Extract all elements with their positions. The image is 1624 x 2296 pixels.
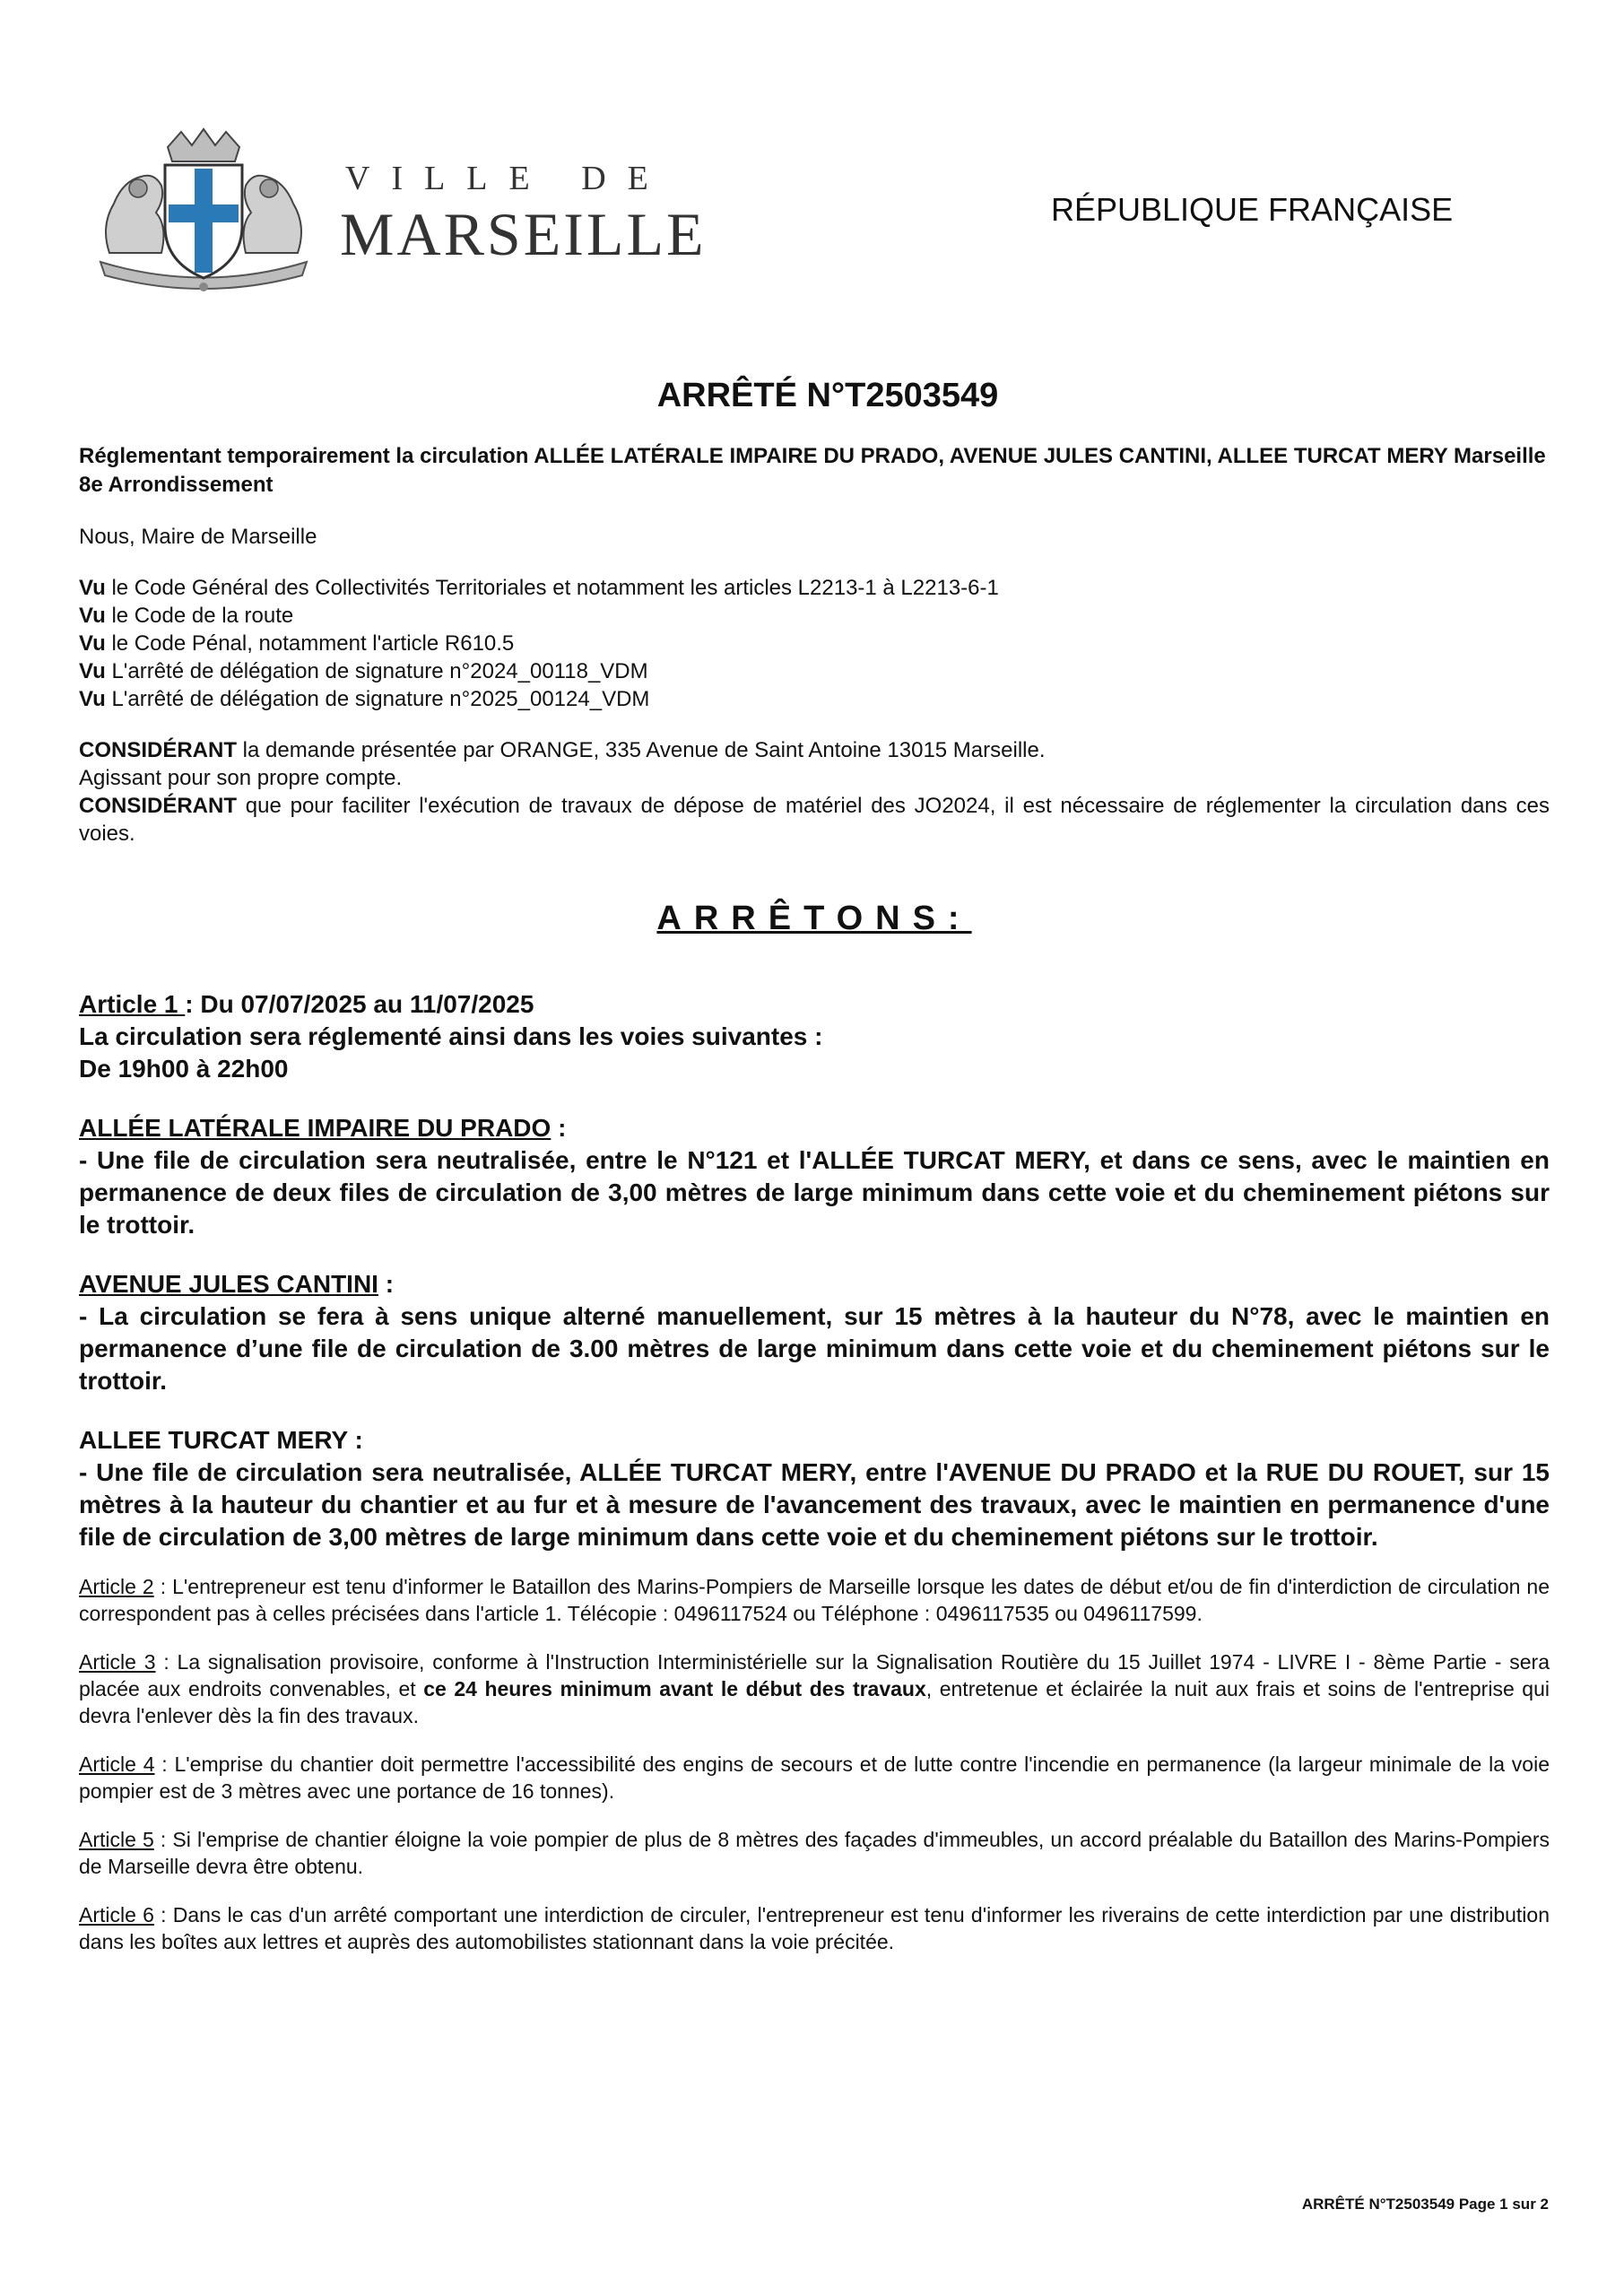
vu-item: Vu L'arrêté de délégation de signature n°2024_00118_VDM (79, 659, 648, 683)
arrete-subtitle: Réglementant temporairement la circulation ALLÉE LATÉRALE IMPAIRE DU PRADO, AVENUE JULES CANTINI, ALLEE TURCAT MERY Marseille 8e Arrondissement (79, 444, 1546, 497)
article-1 (79, 988, 1550, 1553)
article-2: Article 2 : L'entrepreneur est tenu d'informer le Bataillon des Marins-Pompiers de Marseille lorsque les dates de début et/ou de fin d'interdiction de circulation ne correspondent pas à celles précisées dans l'article 1. Télécopie : 0496117524 ou Téléphone : 0496117535 ou 0496117599. (79, 1575, 1550, 1625)
document-body (79, 377, 1550, 1977)
vu-item: Vu le Code Pénal, notamment l'article R610.5 (79, 631, 515, 656)
vu-item: Vu le Code de la route (79, 604, 294, 628)
logo-text-marseille: MARSEILLE (340, 200, 707, 268)
considerant-1-line2: Agissant pour son propre compte. (79, 766, 403, 790)
article-6: Article 6 : Dans le cas d'un arrêté comportant une interdiction de circuler, l'entrepreneur est tenu d'informer les riverains de cette interdiction par une distribution dans les boîtes aux lettres et auprès des automobilistes stationnant dans la voie précitée. (79, 1903, 1550, 1953)
article-5: Article 5 : Si l'emprise de chantier éloigne la voie pompier de plus de 8 mètres des façades d'immeubles, un accord préalable du Bataillon des Marins-Pompiers de Marseille devra être obtenu. (79, 1828, 1550, 1878)
considerant-block (79, 736, 1550, 848)
republique-francaise-label: RÉPUBLIQUE FRANÇAISE (1051, 191, 1454, 228)
page-footer: ARRÊTÉ N°T2503549 Page 1 sur 2 (1301, 2196, 1549, 2213)
vu-item: Vu L'arrêté de délégation de signature n°2025_00124_VDM (79, 687, 650, 711)
city-crest-icon (83, 127, 325, 298)
intro-line: Nous, Maire de Marseille (79, 525, 317, 549)
street-title: AVENUE JULES CANTINI : (79, 1270, 395, 1298)
street-description: - Une file de circulation sera neutralisée, ALLÉE TURCAT MERY, entre l'AVENUE DU PRADO et la RUE DU ROUET, sur 15 mètres à la hauteur du chantier et au fur et à mesure de l'avancement des travaux, avec le maintien en permanence d'une file de circulation de 3,00 mètres de large minimum dans cette voie et du cheminement piétons sur le trottoir. (79, 1458, 1550, 1551)
article-4: Article 4 : L'emprise du chantier doit permettre l'accessibilité des engins de secours et de lutte contre l'incendie en permanence (la largeur minimale de la voie pompier est de 3 mètres avec une portance de 16 tonnes). (79, 1752, 1550, 1803)
street-description: - Une file de circulation sera neutralisée, entre le N°121 et l'ALLÉE TURCAT MERY, et dans ce sens, avec le maintien en permanence de deux files de circulation de 3,00 mètres de large minimum dans cette voie et du cheminement piétons sur le trottoir. (79, 1146, 1550, 1239)
page-header (0, 0, 1624, 296)
arrete-title: ARRÊTÉ N°T2503549 (656, 377, 999, 414)
arretons-heading: ARRÊTONS: (656, 900, 972, 937)
article-1-hours: De 19h00 à 22h00 (79, 1055, 289, 1083)
street-title: ALLÉE LATÉRALE IMPAIRE DU PRADO : (79, 1114, 567, 1142)
vu-list (79, 574, 1550, 713)
logo-text-ville-de: VILLE DE (345, 160, 670, 197)
article-1-dates: Article 1 : Du 07/07/2025 au 11/07/2025 (79, 990, 534, 1018)
vu-item: Vu le Code Général des Collectivités Territoriales et notamment les articles L2213-1 à L2213-6-1 (79, 576, 999, 600)
article-3: Article 3 : La signalisation provisoire, conforme à l'Instruction Interministérielle sur la Signalisation Routière du 15 Juillet 1974 - LIVRE I - 8ème Partie - sera placée aux endroits convenables, et ce 24 heures minimum avant le début des travaux, entretenue et éclairée la nuit aux frais et soins de l'entreprise qui devra l'enlever dès la fin des travaux. (79, 1650, 1550, 1727)
article-1-label: Article 1 (79, 990, 186, 1018)
ville-de-marseille-logo (83, 127, 707, 298)
considerant-1: CONSIDÉRANT la demande présentée par ORANGE, 335 Avenue de Saint Antoine 13015 Marseille. (79, 738, 1046, 762)
considerant-2: CONSIDÉRANT que pour faciliter l'exécution de travaux de dépose de matériel des JO2024, il est nécessaire de réglementer la circulation dans ces voies. (79, 794, 1550, 846)
street-title: ALLEE TURCAT MERY : (79, 1426, 363, 1454)
article-1-line2: La circulation sera réglementé ainsi dans les voies suivantes : (79, 1022, 823, 1050)
street-description: - La circulation se fera à sens unique alterné manuellement, sur 15 mètres à la hauteur du N°78, avec le maintien en permanence d’une file de circulation de 3.00 mètres de large minimum dans cette voie et du cheminement piétons sur le trottoir. (79, 1302, 1550, 1395)
